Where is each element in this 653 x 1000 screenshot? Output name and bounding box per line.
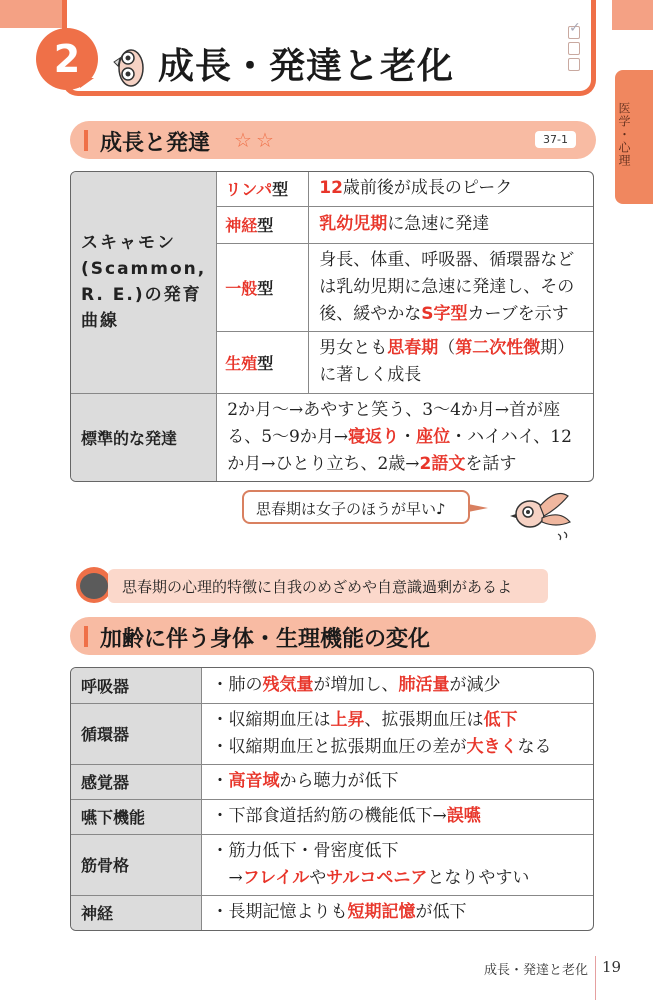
- text-run: ・下部食道括約筋の機能低下→: [211, 806, 447, 826]
- text-run: ・肺の: [211, 674, 263, 695]
- function-change: [201, 799, 593, 834]
- table-row: [71, 895, 593, 930]
- highlight-term: 低下: [483, 709, 518, 730]
- highlight-term: フレイル: [242, 867, 310, 888]
- change-line: [212, 899, 584, 926]
- type-label: 一般型: [217, 243, 309, 331]
- text-run: ・筋力低下・骨密度低下: [211, 840, 399, 861]
- table-row: [71, 703, 593, 764]
- owl-mascot-icon: [112, 44, 146, 90]
- highlight-term: 2語文: [419, 453, 466, 474]
- review-checkbox-checked[interactable]: [568, 26, 580, 39]
- type-description: [309, 331, 593, 393]
- scammon-header: スキャモン(Scammon, R. E.)の発育曲線: [71, 172, 217, 393]
- star-icon: ☆: [234, 128, 252, 152]
- footer-divider: [595, 956, 596, 1000]
- section-heading-growth: [70, 121, 596, 159]
- standard-development-header: 標準的な発達: [71, 393, 217, 481]
- text-run: ・収縮期血圧は: [211, 709, 331, 730]
- aging-table: [70, 667, 594, 931]
- change-line: [212, 838, 584, 865]
- function-label: 感覚器: [71, 764, 201, 799]
- highlight-term: 誤嚥: [446, 806, 481, 826]
- flying-owl-icon: [508, 486, 578, 542]
- type-description: [309, 243, 593, 331]
- heading-accent: [84, 130, 88, 151]
- text-run: ・: [399, 426, 417, 447]
- corner-decoration: [612, 0, 653, 30]
- chapter-title: 成長・発達と老化: [158, 46, 455, 87]
- highlight-term: 寝返り: [348, 426, 400, 447]
- importance-stars: [234, 130, 274, 150]
- highlight-term: 座位: [416, 426, 451, 447]
- type-label: 神経型: [217, 206, 309, 243]
- speech-bubble: 思春期は女子のほうが早い♪: [242, 490, 470, 524]
- highlight-term: 残気量: [262, 674, 314, 695]
- text-run: となりやすい: [427, 867, 530, 888]
- text-run: （: [438, 338, 456, 358]
- text-run: や: [309, 867, 327, 888]
- star-icon: ☆: [255, 128, 274, 152]
- page-number: 19: [602, 958, 622, 976]
- highlight-term: サルコペニア: [326, 867, 428, 888]
- side-index-label: 医学・心理: [617, 102, 631, 167]
- highlight-term: 思春期: [387, 338, 439, 358]
- type-description: [309, 172, 593, 206]
- table-row: [71, 393, 593, 481]
- change-line: [212, 768, 584, 795]
- text-run: が低下: [415, 902, 467, 923]
- text-run: なる: [517, 736, 552, 757]
- function-change: [201, 895, 593, 930]
- function-change: [201, 668, 593, 703]
- function-label: 神経: [71, 895, 201, 930]
- function-label: 循環器: [71, 703, 201, 764]
- text-run: が増加し、: [313, 674, 399, 695]
- bear-mascot-icon: [76, 567, 112, 603]
- text-run: を話す: [465, 453, 517, 474]
- highlight-term: 乳幼児期: [319, 214, 388, 234]
- highlight-term: 高音域: [228, 771, 280, 791]
- text-run: 身長、体重、呼吸器、循環器などは乳幼児期に急速に発達し、その後、緩やかな: [319, 249, 575, 324]
- text-run: に急速に発達: [387, 214, 490, 234]
- type-label: 生殖型: [217, 331, 309, 393]
- table-row: [71, 834, 593, 895]
- type-description: [309, 206, 593, 243]
- text-run: カーブを示す: [467, 303, 569, 324]
- function-label: 嚥下機能: [71, 799, 201, 834]
- standard-development-description: [217, 393, 593, 481]
- review-checkbox[interactable]: [568, 42, 580, 55]
- table-row: [71, 172, 593, 206]
- text-run: ・: [211, 771, 229, 791]
- table-row: [71, 799, 593, 834]
- review-checkboxes: [568, 26, 580, 71]
- table-row: [71, 764, 593, 799]
- text-run: ・長期記憶よりも: [211, 902, 348, 923]
- function-change: [201, 703, 593, 764]
- text-run: →: [211, 867, 243, 888]
- review-checkbox[interactable]: [568, 58, 580, 71]
- corner-decoration: [0, 0, 70, 28]
- change-line: [212, 865, 584, 892]
- function-label: 呼吸器: [71, 668, 201, 703]
- highlight-term: 大きく: [466, 736, 518, 757]
- text-run: 、拡張期血圧は: [364, 709, 484, 730]
- chapter-number-badge: 2: [36, 28, 98, 90]
- highlight-term: 肺活量: [398, 674, 450, 695]
- text-run: ・収縮期血圧と拡張期血圧の差が: [211, 736, 467, 757]
- function-change: [201, 764, 593, 799]
- highlight-term: 第二次性徴: [455, 338, 541, 358]
- text-run: 2か月〜→あやすと笑う、3〜4か月→首が座る、5〜9か月→: [227, 399, 561, 447]
- footer-chapter-title: 成長・発達と老化: [484, 963, 589, 978]
- highlight-term: 短期記憶: [347, 902, 416, 923]
- tip-note: 思春期の心理的特徴に自我のめざめや自意識過剰があるよ: [108, 569, 548, 603]
- function-change: [201, 834, 593, 895]
- section-heading-aging: [70, 617, 596, 655]
- text-run: 期）に著しく成長: [319, 338, 575, 385]
- change-line: [212, 707, 584, 734]
- function-label: 筋骨格: [71, 834, 201, 895]
- highlight-term: 12: [319, 178, 343, 199]
- section-title: 加齢に伴う身体・生理機能の変化: [100, 627, 431, 652]
- type-label: リンパ型: [217, 172, 309, 206]
- highlight-term: 上昇: [330, 709, 365, 730]
- heading-accent: [84, 626, 88, 647]
- growth-table: [70, 171, 594, 482]
- text-run: ・ハイハイ、12か月→ひとり立ち、2歳→: [227, 426, 572, 474]
- highlight-term: S字型: [421, 303, 468, 324]
- text-run: から聴力が低下: [279, 771, 399, 791]
- table-row: [71, 668, 593, 703]
- change-line: [212, 803, 584, 830]
- section-title: 成長と発達: [100, 131, 211, 156]
- text-run: 歳前後が成長のピーク: [342, 178, 513, 199]
- change-line: [212, 672, 584, 699]
- exam-reference-badge: 37-1: [535, 131, 576, 148]
- text-run: 男女とも: [319, 338, 388, 358]
- change-line: [212, 734, 584, 761]
- text-run: が減少: [449, 674, 501, 695]
